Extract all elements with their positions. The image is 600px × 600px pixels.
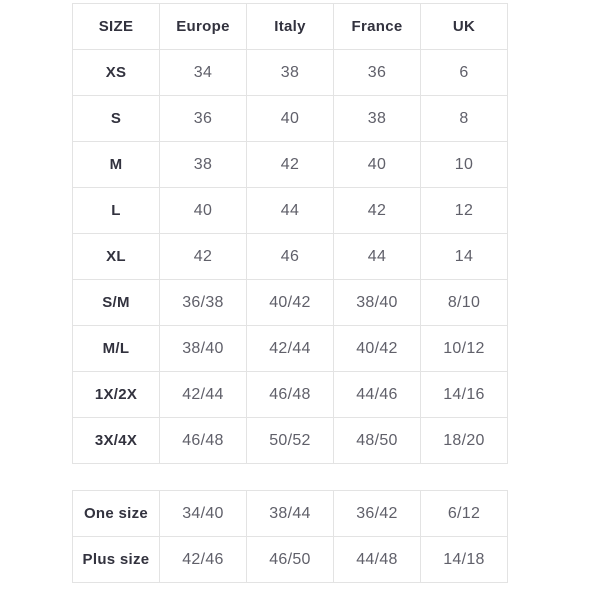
row-label: 3X/4X [73, 418, 160, 464]
table-cell: 14/16 [421, 372, 508, 418]
row-label: One size [73, 491, 160, 537]
table-row [73, 142, 508, 188]
table-row [73, 418, 508, 464]
row-label: Plus size [73, 537, 160, 583]
table-cell: 8 [421, 96, 508, 142]
table-cell: 42 [247, 142, 334, 188]
row-label: L [73, 188, 160, 234]
size-conversion-table [72, 3, 508, 464]
table-cell: 36/42 [334, 491, 421, 537]
table-cell: 42/44 [160, 372, 247, 418]
row-label: XS [73, 50, 160, 96]
table-cell: 38/40 [160, 326, 247, 372]
table-cell: 38/40 [334, 280, 421, 326]
table-row [73, 491, 508, 537]
table-row [73, 280, 508, 326]
table-cell: 46/48 [247, 372, 334, 418]
table-cell: 44/48 [334, 537, 421, 583]
table-cell: 14 [421, 234, 508, 280]
row-label: 1X/2X [73, 372, 160, 418]
special-sizes-table [72, 490, 508, 583]
table-cell: 50/52 [247, 418, 334, 464]
table-cell: 38 [247, 50, 334, 96]
row-label: M [73, 142, 160, 188]
column-header-france: France [334, 4, 421, 50]
table-cell: 6 [421, 50, 508, 96]
table-cell: 38 [160, 142, 247, 188]
row-label: S [73, 96, 160, 142]
table-cell: 36 [334, 50, 421, 96]
table-cell: 8/10 [421, 280, 508, 326]
header-row [73, 4, 508, 50]
table-cell: 42/44 [247, 326, 334, 372]
table-cell: 10/12 [421, 326, 508, 372]
table-row [73, 372, 508, 418]
table-cell: 40 [334, 142, 421, 188]
table-row [73, 188, 508, 234]
table-row [73, 96, 508, 142]
table-cell: 46/48 [160, 418, 247, 464]
table-cell: 38/44 [247, 491, 334, 537]
table-cell: 34/40 [160, 491, 247, 537]
row-label: S/M [73, 280, 160, 326]
table-cell: 42 [160, 234, 247, 280]
table-cell: 10 [421, 142, 508, 188]
table-cell: 12 [421, 188, 508, 234]
table-cell: 44 [247, 188, 334, 234]
table-cell: 42/46 [160, 537, 247, 583]
table-cell: 40 [247, 96, 334, 142]
tables-container [72, 3, 508, 583]
table-gap [72, 464, 508, 490]
table-cell: 34 [160, 50, 247, 96]
table-row [73, 50, 508, 96]
table-cell: 14/18 [421, 537, 508, 583]
table-cell: 38 [334, 96, 421, 142]
column-header-uk: UK [421, 4, 508, 50]
table-cell: 42 [334, 188, 421, 234]
table-cell: 40/42 [247, 280, 334, 326]
table-row [73, 234, 508, 280]
table-cell: 36/38 [160, 280, 247, 326]
column-header-size: SIZE [73, 4, 160, 50]
table-cell: 46/50 [247, 537, 334, 583]
row-label: M/L [73, 326, 160, 372]
column-header-italy: Italy [247, 4, 334, 50]
table-cell: 48/50 [334, 418, 421, 464]
table-cell: 36 [160, 96, 247, 142]
table-cell: 46 [247, 234, 334, 280]
table-row [73, 326, 508, 372]
table-cell: 40/42 [334, 326, 421, 372]
row-label: XL [73, 234, 160, 280]
table-row [73, 537, 508, 583]
table-cell: 44 [334, 234, 421, 280]
column-header-europe: Europe [160, 4, 247, 50]
table-cell: 6/12 [421, 491, 508, 537]
table-cell: 40 [160, 188, 247, 234]
table-cell: 18/20 [421, 418, 508, 464]
table-cell: 44/46 [334, 372, 421, 418]
